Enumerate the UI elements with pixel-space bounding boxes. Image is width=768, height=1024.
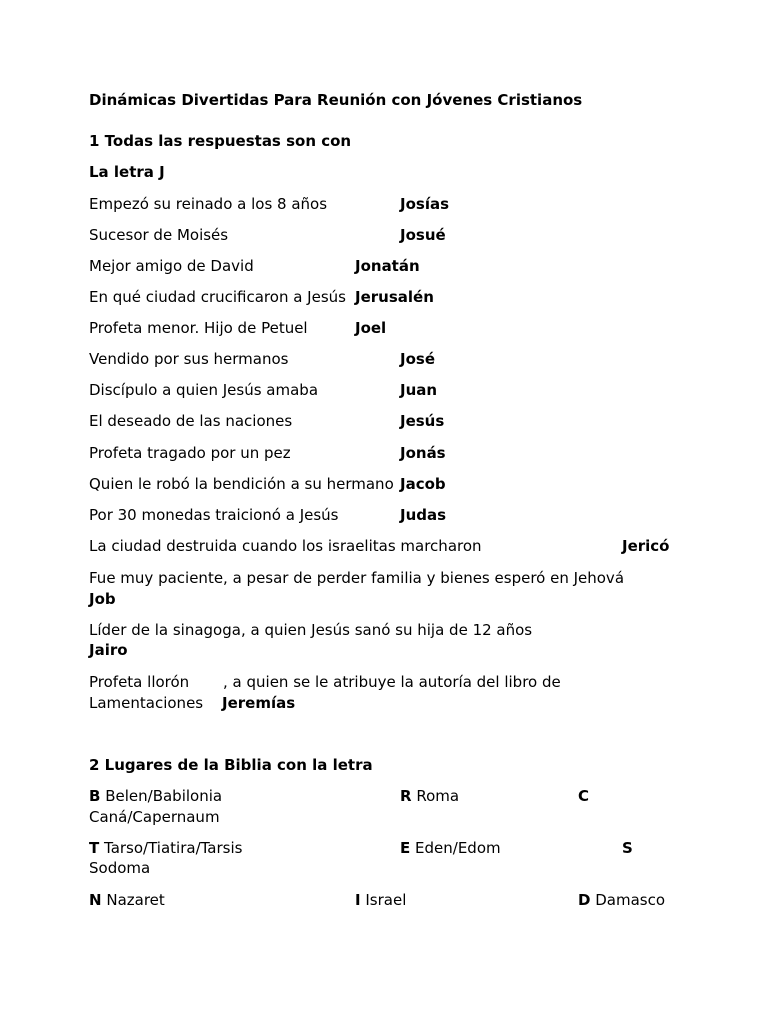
answer-text: Juan (400, 381, 438, 399)
clue-text: Fue muy paciente, a pesar de perder familia y bienes esperó en Jehová (89, 569, 625, 587)
place-letter: N (89, 891, 102, 909)
clue-text: Quien le robó la bendición a su hermano (89, 475, 394, 493)
clue-text-continued: Lamentaciones (89, 694, 204, 712)
place-entry (89, 838, 242, 858)
clue-text: Empezó su reinado a los 8 años (89, 195, 328, 213)
clue-text: Profeta tragado por un pez (89, 444, 291, 462)
clue-text: La ciudad destruida cuando los israelitas marcharon (89, 537, 482, 555)
place-names: Damasco (595, 891, 666, 909)
answer-text: Jerusalén (355, 288, 434, 306)
clue-text: En qué ciudad crucificaron a Jesús (89, 288, 346, 306)
place-names: Belen/Babilonia (105, 787, 223, 805)
place-letter: I (355, 891, 361, 909)
place-letter: B (89, 787, 101, 805)
place-entry (400, 838, 501, 858)
place-letter: D (578, 891, 591, 909)
clue-text: Discípulo a quien Jesús amaba (89, 381, 319, 399)
answer-text: Jesús (400, 412, 445, 430)
answer-text: Jeremías (222, 694, 296, 712)
answer-text: Jericó (622, 537, 670, 555)
section-1-heading: 1 Todas las respuestas son con (89, 132, 352, 150)
place-letter: S (622, 839, 633, 857)
place-names: Sodoma (89, 859, 151, 877)
clue-text: Líder de la sinagoga, a quien Jesús sanó su hija de 12 años (89, 621, 533, 639)
clue-text: El deseado de las naciones (89, 412, 293, 430)
answer-text: Jacob (400, 475, 446, 493)
clue-text: Vendido por sus hermanos (89, 350, 289, 368)
place-entry (578, 890, 665, 910)
clue-text: Profeta llorón (89, 673, 190, 691)
place-names: Nazaret (106, 891, 165, 909)
place-entry (89, 890, 165, 910)
answer-text: José (400, 350, 435, 368)
section-2-heading: 2 Lugares de la Biblia con la letra (89, 756, 373, 774)
answer-text: Judas (400, 506, 447, 524)
answer-text: Jairo (89, 641, 128, 659)
clue-text: Profeta menor. Hijo de Petuel (89, 319, 308, 337)
clue-text-continued: , a quien se le atribuye la autoría del libro de (223, 673, 561, 691)
place-entry (89, 786, 222, 806)
place-entry (400, 786, 459, 806)
answer-text: Job (89, 590, 116, 608)
section-1-subheading: La letra J (89, 163, 165, 181)
place-entry (355, 890, 406, 910)
place-letter: C (578, 787, 590, 805)
place-names: Roma (416, 787, 460, 805)
place-letter: R (400, 787, 412, 805)
place-names: Eden/Edom (415, 839, 501, 857)
document-title: Dinámicas Divertidas Para Reunión con Jóvenes Cristianos (89, 91, 583, 109)
place-letter: T (89, 839, 100, 857)
answer-text: Jonás (400, 444, 446, 462)
place-names: Tarso/Tiatira/Tarsis (104, 839, 243, 857)
clue-text: Por 30 monedas traicionó a Jesús (89, 506, 339, 524)
clue-text: Sucesor de Moisés (89, 226, 229, 244)
answer-text: Joel (355, 319, 387, 337)
answer-text: Jonatán (355, 257, 420, 275)
answer-text: Josué (400, 226, 446, 244)
place-names: Caná/Capernaum (89, 808, 220, 826)
answer-text: Josías (400, 195, 450, 213)
clue-text: Mejor amigo de David (89, 257, 254, 275)
place-names: Israel (365, 891, 407, 909)
place-letter: E (400, 839, 411, 857)
